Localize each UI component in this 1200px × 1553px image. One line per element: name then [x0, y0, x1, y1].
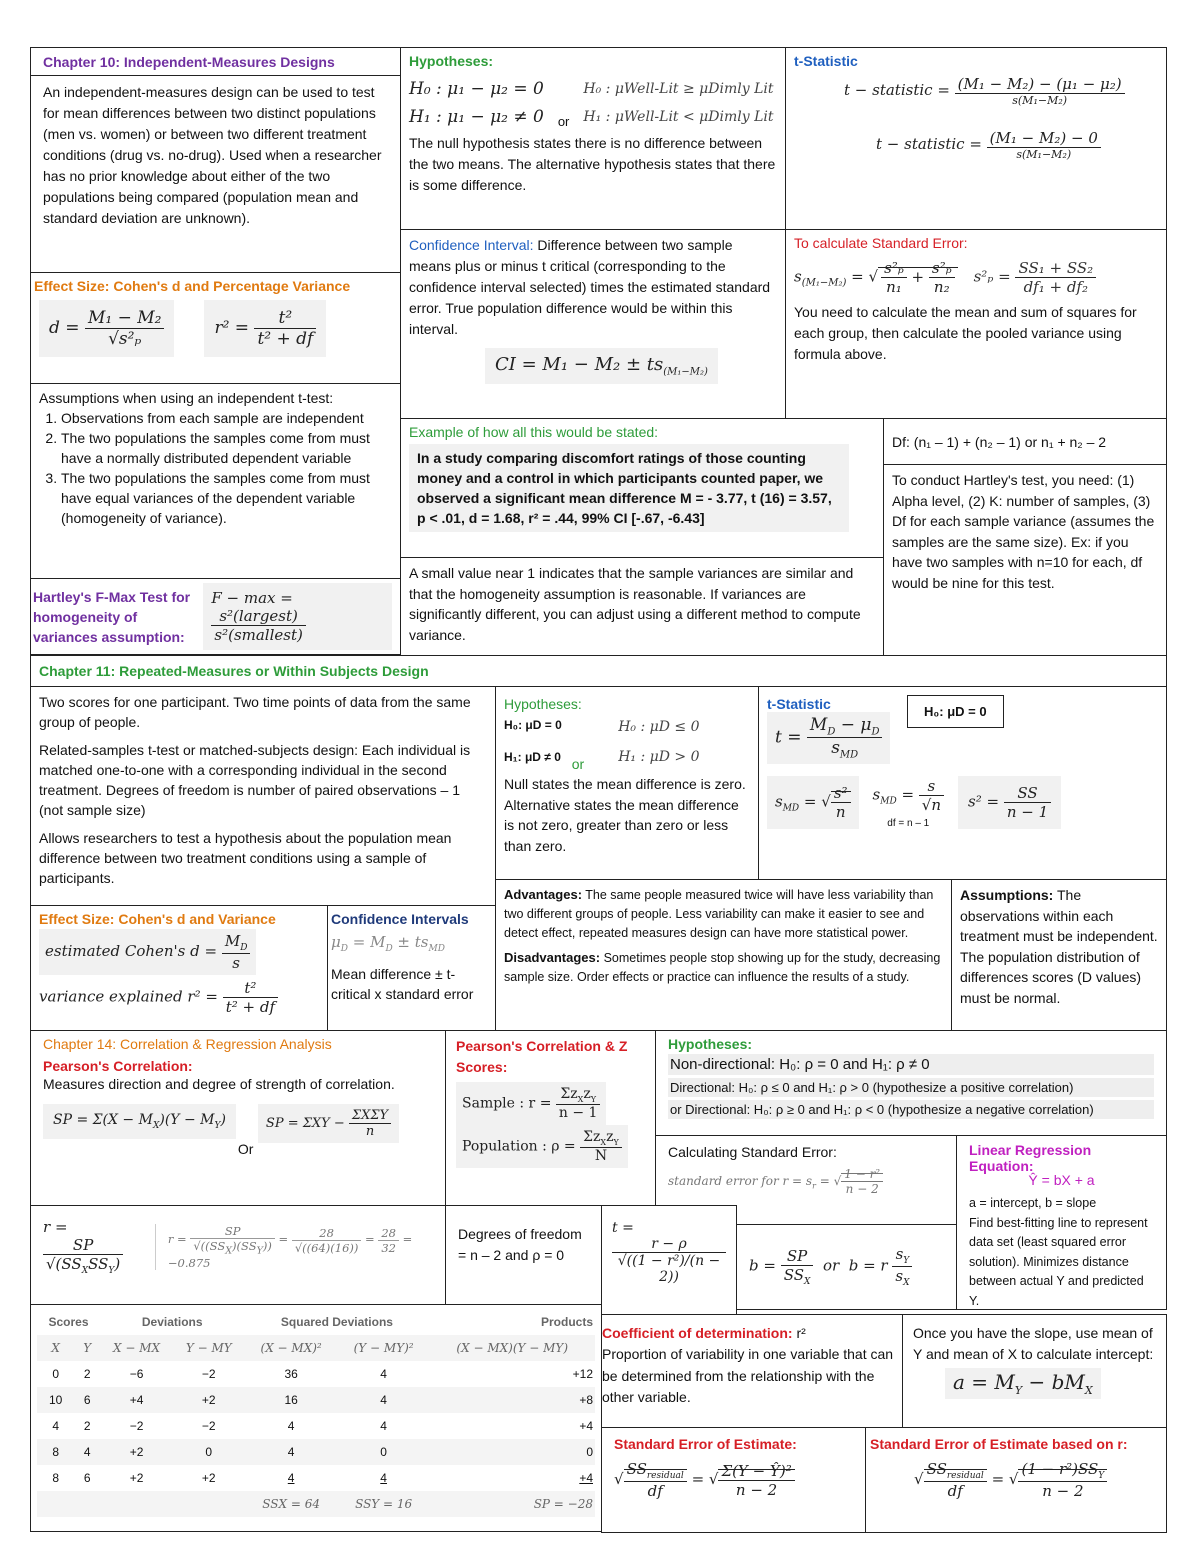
table-sub-x: X — [37, 1335, 74, 1361]
table-row — [37, 1439, 595, 1465]
cod-title: Coefficient of determination: — [602, 1325, 793, 1341]
ch11-assumptions-box — [951, 879, 1167, 1031]
ch10-t-title: t-Statistic — [794, 53, 858, 69]
eq-fmax: F − max = $\frac{\text{s²(largest)}}{\text{s²(smallest)}}$ — [203, 583, 392, 650]
ch14-tr-box — [601, 1205, 737, 1315]
table-cell: 0 — [338, 1439, 430, 1465]
eq-t2: t − statistic = $\frac{\text{(M₁ − M₂) − 0}}{\text{s(M₁−M₂)}}$ — [876, 129, 1158, 161]
hartley-title: Hartley's F-Max Test for homogeneity of variances assumption: — [33, 588, 191, 645]
eq-smd-2: $s_{MD}$ = $\frac{s}{√n}$ — [873, 777, 944, 814]
table-cell: +2 — [201, 1471, 216, 1485]
ch10-hypotheses-box — [400, 47, 786, 230]
ch11-advantages-box — [495, 879, 952, 1031]
eq-ci: CI = $M_1 - M_2 \pm ts_{(M_1-M_2)}$ — [485, 348, 718, 384]
hyp-h1: H₁ : μ₁ − μ₂ ≠ 0 — [409, 107, 544, 127]
table-cell: +12 — [572, 1367, 593, 1381]
table-cell: −2 — [201, 1419, 216, 1433]
table-cell: 16 — [244, 1387, 337, 1413]
ch10-tstat-box — [785, 47, 1167, 230]
ch10-df-box — [883, 418, 1167, 465]
lr-eq: Ŷ = bX + a — [1028, 1172, 1095, 1188]
ch14-r-box — [30, 1205, 446, 1305]
ch11-t-title: t-Statistic — [767, 696, 831, 712]
ch14-pz-box — [445, 1030, 656, 1206]
ch11-title-bar — [30, 655, 1167, 687]
table-cell: SSX = 64 — [244, 1491, 337, 1517]
ch14-dof-box — [445, 1205, 602, 1305]
hyp-h0-alt: H₀ : μWell-Lit ≥ μDimly Lit — [583, 81, 774, 97]
eq-se: $s_{(M_1-M_2)}$ = √ $\frac{\text{s²ₚ}}{\text{n₁}}$ + $\frac{\text{s²ₚ}}{\text{n₂}}$ — [794, 259, 958, 296]
ch14-title: Chapter 14: Correlation & Regression Analysis — [43, 1036, 332, 1052]
ch14-lr-box — [956, 1135, 1167, 1310]
eq-sp-1: SP = $\Sigma(X - M_X)(Y - M_Y)$ — [43, 1104, 236, 1139]
table-cell: 0 — [52, 1367, 60, 1381]
table-cell: SP = −28 — [429, 1491, 595, 1517]
table-cell: 8 — [37, 1439, 74, 1465]
ch11-t-box — [758, 686, 1167, 880]
ci-text: Difference between two sample means plus or minus t critical (corresponding to the confidence interval selected) times the estimated standard error. True population difference would be within this interval. — [409, 237, 771, 337]
se-text: You need to calculate the mean and sum of squares for each group, then calculate the pooled variance using formula above. — [794, 304, 1137, 362]
calc-se-title: Calculating Standard Error: — [668, 1144, 837, 1160]
table-group-scores: Scores — [48, 1315, 89, 1329]
ch10-hyp-title: Hypotheses: — [409, 53, 494, 69]
ch11-intro-box — [30, 686, 496, 906]
ch11-title: Chapter 11: Repeated-Measures or Within Subjects Design — [39, 663, 429, 679]
see-title: Standard Error of Estimate: — [614, 1436, 797, 1452]
table-cell: 4 — [287, 1471, 295, 1485]
eq-seer: √ $\frac{SS_{residual}}{df}$ = √ $\frac{(1 - r^2)SS_Y}{n - 2}$ — [914, 1460, 1162, 1500]
table-cell: 4 — [380, 1471, 387, 1485]
assumption-1: 1. Observations from each sample are independent — [61, 408, 392, 428]
pz-title: Pearson's Correlation & Z Scores: — [456, 1038, 628, 1075]
ch11-hyp-h1: H₁: μD ≠ 0 — [504, 750, 561, 764]
ch11-df-note: df = n – 1 — [887, 817, 930, 829]
ch10-se-box — [785, 229, 1167, 419]
table-cell: +2 — [129, 1471, 144, 1485]
ch11-assump-text: The observations within each treatment must be independent. The population distribution of differences scores (D values) must be normal. — [960, 887, 1158, 1006]
table-cell: 4 — [74, 1439, 100, 1465]
table-cell: 6 — [83, 1471, 91, 1485]
table-group-squared: Squared Deviations — [280, 1315, 393, 1329]
eq-ch11-t: t = $\frac{M_D - \mu_D}{s_{MD}}$ — [767, 712, 890, 764]
ch10-assumptions-box — [30, 383, 401, 579]
table-cell: +8 — [429, 1387, 595, 1413]
ch11-assump-label: Assumptions: — [960, 887, 1054, 903]
table-cell: 0 — [173, 1439, 244, 1465]
ch10-example-box — [400, 418, 884, 558]
ch11-hyp-text: Null states the mean difference is zero. Alternative states the mean difference is not zero, greater than zero or less than zero. — [504, 776, 746, 854]
cod-r2: r² — [792, 1325, 806, 1341]
ch11-hyp-or: or — [571, 756, 585, 772]
adv-text: The same people measured twice will have less variability than two different groups of people. Less variability can make it easier to see and detect effect, repeated measures design can have more statistical power. — [504, 888, 934, 940]
table-cell: 36 — [284, 1367, 298, 1381]
ch14-table-box — [30, 1304, 602, 1532]
ch11-p2: Related-samples t-test or matched-subjects design: Each individual is matched one-to-one with a corresponding individual in the second treatment. Degrees of freedom is number of paired observations – 1 (not sample size) — [39, 742, 471, 818]
ch14-cod-box — [601, 1314, 903, 1428]
table-sub-y: Y — [74, 1335, 100, 1361]
table-cell: 4 — [287, 1419, 295, 1433]
table-cell: +2 — [100, 1439, 173, 1465]
ch10-intro-box — [30, 47, 401, 273]
table-cell: −2 — [129, 1419, 144, 1433]
eq-r: r = $\frac{SP}{√(SS_XSS_Y)}$ — [43, 1218, 143, 1276]
ch11-p3: Allows researchers to test a hypothesis about the population mean difference between two treatment conditions using a sample of participants. — [39, 830, 452, 886]
eq-pz-pop: Population : ρ = $\frac{\Sigma z_Xz_Y}{N}$ — [456, 1125, 628, 1168]
ch14-see-box — [601, 1427, 866, 1533]
table-sub-dx2: (X − MX)² — [244, 1335, 337, 1361]
ch10-effect-box — [30, 272, 401, 384]
ch14-hyp-dir1: Directional: H₀: ρ ≤ 0 and H₁: ρ > 0 (hypothesize a positive correlation) — [668, 1078, 1154, 1097]
eq-pz-sample: Sample : r = $\frac{\Sigma z_Xz_Y}{n - 1}$ — [456, 1082, 606, 1125]
ch14-hyp-nondir: Non-directional: H₀: ρ = 0 and H₁: ρ ≠ 0 — [668, 1054, 1154, 1075]
dis-label: Disadvantages: — [504, 950, 601, 965]
table-row — [37, 1413, 595, 1439]
ch14-dof-text: Degrees of freedom = n – 2 and ρ = 0 — [458, 1226, 582, 1263]
hyp-or: or — [557, 114, 570, 129]
small-value-text: A small value near 1 indicates that the sample variances are similar and that the homogeneity assumption is reasonable. If variances are significantly different, you can adjust using a different method to compute variance. — [409, 565, 861, 643]
ch11-effect-box — [30, 905, 328, 1031]
table-cell: 2 — [83, 1367, 91, 1381]
table-cell: −2 — [201, 1367, 216, 1381]
assumption-3: 3. The two populations the samples come from must have equal variances of the dependent variable (homogeneity of variance). — [61, 468, 392, 528]
eq-t-r: t = $\frac{r - \rho}{\text{√((1 − r²)/(n − 2))}}$ — [612, 1220, 726, 1285]
table-row — [37, 1361, 595, 1387]
table-group-deviations: Deviations — [141, 1315, 203, 1329]
assumption-2: 2. The two populations the samples come from must have a normally distributed dependent variable — [61, 428, 392, 468]
table-cell — [100, 1491, 173, 1517]
table-cell — [74, 1491, 100, 1517]
eq-r-squared: r² = $\frac{\text{t²}}{\text{t² + df}}$ — [204, 300, 326, 357]
ch11-ci-text: Mean difference ± t-critical x standard error — [331, 966, 474, 1002]
se-title: To calculate Standard Error: — [794, 235, 968, 251]
eq-s2: s² = $\frac{SS}{n - 1}$ — [958, 776, 1061, 829]
table-cell — [173, 1491, 244, 1517]
example-text: In a study comparing discomfort ratings of those counting money and a control in which participants counted paper, we observed a significant mean difference M = - 3.77, t (16) = 3.57, p < .01, d = 1.68, r² = .44, 99% CI [-.67, -6.43] — [409, 444, 849, 532]
table-cell: SSY = 16 — [338, 1491, 430, 1517]
ch10-assumptions-title: Assumptions when using an independent t-test: — [39, 390, 334, 406]
ch10-hyp-text: The null hypothesis states there is no difference between the two means. The alternative hypothesis states that there is some difference. — [409, 135, 776, 193]
ch11-hyp-h0-alt: H₀ : μD ≤ 0 — [618, 719, 700, 735]
table-cell: 4 — [52, 1419, 60, 1433]
ch14-hyp-title: Hypotheses: — [668, 1036, 753, 1052]
eq-pooled-var: s²ₚ = $\frac{\text{SS₁ + SS₂}}{\text{df₁ + df₂}}$ — [974, 259, 1097, 296]
table-row — [37, 1387, 595, 1413]
ch11-hyp-title: Hypotheses: — [504, 696, 582, 712]
ch14-hyp-box — [655, 1030, 1167, 1136]
table-cell: 4 — [244, 1439, 337, 1465]
eq-ch11-cohen: estimated Cohen's d = $\frac{M_D}{s}$ — [39, 929, 256, 975]
ch14-or: Or — [237, 1141, 254, 1157]
ch10-effect-title: Effect Size: Cohen's d and Percentage Variance — [34, 278, 351, 294]
ch11-ci-box — [327, 905, 496, 1031]
eq-ch11-ci: $\mu_D = M_D \pm ts_{MD}$ — [331, 933, 445, 954]
lr-text: a = intercept, b = slope Find best-fitting line to represent data set (least squared error solution). Minimizes distance between actual Y and predicted Y. — [969, 1196, 1148, 1308]
table-cell: 4 — [380, 1419, 387, 1433]
ch10-assumptions-list — [39, 408, 392, 528]
table-cell: 10 — [37, 1387, 74, 1413]
ch11-hyp-h0: H₀: μD = 0 — [504, 718, 562, 732]
table-sub-dx: X − MX — [100, 1335, 173, 1361]
scores-table — [37, 1309, 595, 1517]
eq-cohens-d: d = $\frac{\text{M₁ − M₂}}{\text{√s²ₚ}}$ — [39, 300, 174, 357]
ch11-p1: Two scores for one participant. Two time points of data from the same group of people. — [39, 694, 471, 730]
eq-se-r: standard error for $r = s_r$ = √ $\frac{\text{1 − r²}}{n - 2}$ — [668, 1167, 944, 1196]
table-cell: 2 — [83, 1419, 91, 1433]
table-cell: +2 — [173, 1387, 244, 1413]
ch10-hartley-box — [30, 578, 401, 655]
table-cell: 0 — [429, 1439, 595, 1465]
ch11-hyp-h1-alt: H₁ : μD > 0 — [618, 749, 700, 765]
table-cell: +4 — [579, 1471, 593, 1485]
ch10-title: Chapter 10: Independent-Measures Designs — [31, 48, 400, 76]
eq-r-example: r = $\frac{SP}{√((SS_X)(SS_Y))}$ = $\frac{28}{√((64)(16))}$ = $\frac{28}{32}$ = −0.875 — [155, 1224, 433, 1270]
table-cell: 6 — [74, 1387, 100, 1413]
table-cell: 4 — [380, 1367, 387, 1381]
table-group-products: Products — [540, 1315, 593, 1329]
table-cell: −6 — [129, 1367, 144, 1381]
ch10-intro-text: An independent-measures design can be used to test for mean differences between two distinct populations (men vs. women) or between two different treatment conditions (drug vs. no-drug). Used when a researcher has no prior knowledge about either of the two populations being compared (population mean and standard deviation are unknown). — [43, 84, 382, 226]
table-totals-row — [37, 1491, 595, 1517]
table-cell — [37, 1491, 74, 1517]
table-cell: 8 — [52, 1471, 60, 1485]
ch14-hyp-dir2: or Directional: H₀: ρ ≥ 0 and H₁: ρ < 0 (hypothesize a negative correlation) — [668, 1100, 1154, 1119]
table-cell: +4 — [100, 1387, 173, 1413]
ch14-b-box — [736, 1224, 957, 1310]
pearson-title: Pearson's Correlation: — [43, 1058, 193, 1074]
ch11-h0-box: H₀: μD = 0 — [907, 695, 1004, 728]
ch10-ci-box — [400, 229, 786, 419]
table-sub-prod: (X − MX)(Y − MY) — [429, 1335, 595, 1361]
hartley-info-text: To conduct Hartley's test, you need: (1) Alpha level, (2) K: number of samples, (3) Df for each sample variance (assumes the samples are the same size). Ex: if you have two samples with n=10 for each, df would be nine for this test. — [892, 472, 1155, 591]
eq-smd-1: $s_{MD}$ = √ $\frac{\text{s²}}{n}$ — [767, 776, 859, 829]
ch11-hyp-box — [495, 686, 759, 880]
eq-ch11-variance: variance explained r² = $\frac{\text{t²}}{\text{t² + df}}$ — [39, 979, 319, 1016]
eq-t1: t − statistic = $\frac{\text{(M₁ − M₂) − (μ₁ − μ₂)}}{\text{s(M₁−M₂)}}$ — [844, 75, 1158, 107]
adv-label: Advantages: — [504, 887, 583, 902]
hyp-h0: H₀ : μ₁ − μ₂ = 0 — [409, 79, 544, 99]
ch11-ci-title: Confidence Intervals — [331, 911, 469, 927]
pearson-text: Measures direction and degree of strength of correlation. — [43, 1076, 395, 1092]
ci-label: Confidence Interval: — [409, 237, 534, 253]
example-title: Example of how all this would be stated: — [409, 424, 659, 440]
ch14-intercept-box — [902, 1314, 1167, 1428]
ch10-hartley-info-box — [883, 464, 1167, 656]
ch11-effect-title: Effect Size: Cohen's d and Variance — [39, 911, 276, 927]
ch14-pearson-box — [30, 1030, 446, 1206]
cod-text: Proportion of variability in one variable that can be determined from the relationship with the other variable. — [602, 1346, 894, 1405]
slope-text: Once you have the slope, use mean of Y and mean of X to calculate intercept: — [913, 1325, 1154, 1362]
ch10-small-value-box — [400, 557, 884, 656]
table-cell: +4 — [579, 1419, 593, 1433]
eq-sp-2: SP = ΣXY − $\frac{\text{ΣXΣY}}{n}$ — [258, 1104, 399, 1143]
table-row — [37, 1465, 595, 1491]
lr-title: Linear Regression Equation: — [969, 1142, 1092, 1174]
seer-title: Standard Error of Estimate based on r: — [870, 1436, 1128, 1452]
table-sub-dy2: (Y − MY)² — [338, 1335, 430, 1361]
ch14-seer-box — [865, 1427, 1167, 1533]
eq-see: √ $\frac{SS_{residual}}{df}$ = √ $\frac{\text{Σ(Y − Ŷ)²}}{n - 2}$ — [614, 1460, 853, 1500]
eq-b: b = $\frac{SP}{SS_X}$ or b = r $\frac{s_Y}{s_X}$ — [749, 1245, 944, 1288]
table-sub-dy: Y − MY — [173, 1335, 244, 1361]
table-cell: 4 — [338, 1387, 430, 1413]
dis-text: Sometimes people stop showing up for the study, decreasing sample size. Order effects or practice can influence the results of a study. — [504, 951, 941, 984]
hyp-h1-alt: H₁ : μWell-Lit < μDimly Lit — [583, 109, 774, 125]
df-text: Df: (n₁ – 1) + (n₂ – 1) or n₁ + n₂ – 2 — [892, 434, 1107, 450]
eq-intercept: $a = M_Y - bM_X$ — [945, 1368, 1101, 1399]
